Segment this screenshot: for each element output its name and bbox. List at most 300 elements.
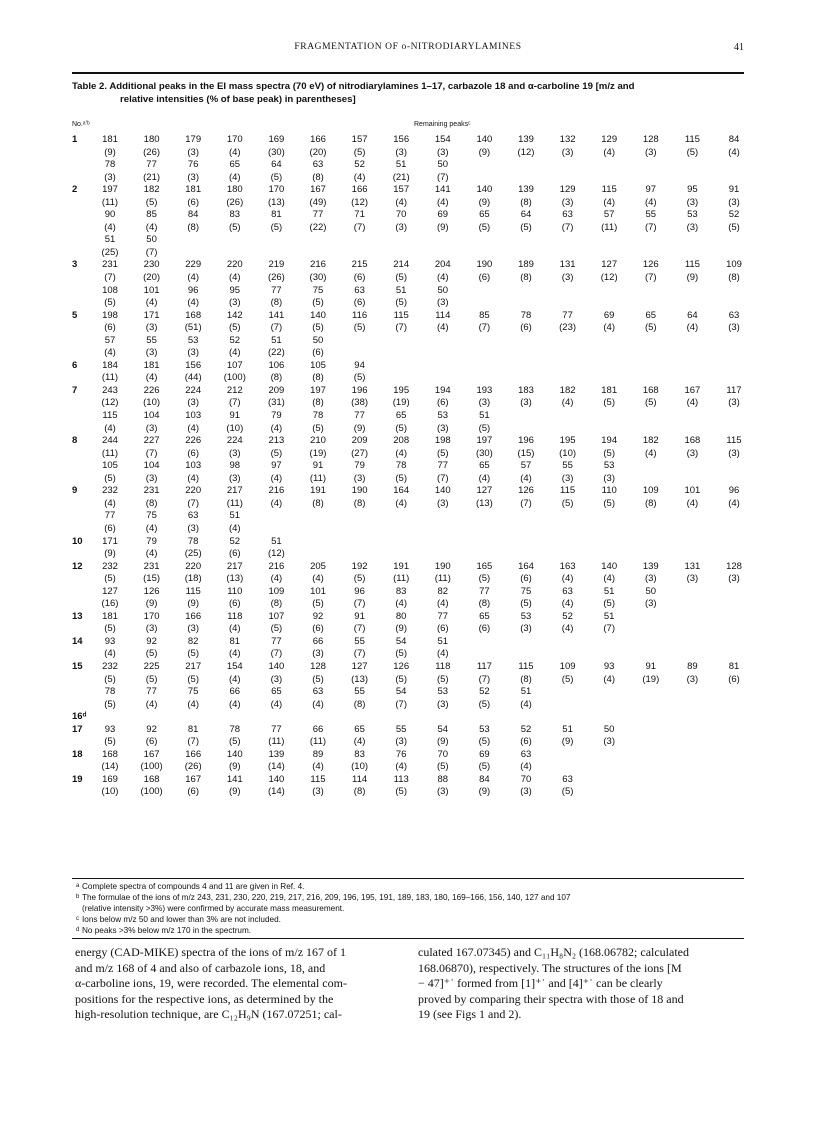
mz-value: 191 (393, 560, 410, 572)
mz-value: 65 (645, 309, 657, 321)
relative-intensity: (3) (644, 146, 657, 158)
mz-value: 166 (185, 748, 202, 760)
compound-number: 16ᵈ (72, 711, 87, 723)
relative-intensity: (3) (644, 598, 657, 610)
mz-value: 57 (603, 209, 615, 221)
relative-intensity: (16) (101, 598, 119, 610)
relative-intensity: (38) (351, 397, 369, 409)
mz-value: 69 (479, 748, 490, 760)
mz-values-line (72, 184, 752, 197)
body-text-right-column (418, 945, 740, 1023)
mz-value: 110 (227, 585, 243, 597)
relative-intensity: (5) (104, 698, 116, 710)
mz-value: 110 (601, 485, 617, 497)
mz-value: 182 (642, 435, 659, 447)
relative-intensity: (3) (395, 221, 407, 233)
relative-intensity: (15) (517, 447, 535, 459)
mz-value: 52 (520, 723, 532, 735)
intensity-values-line (72, 736, 752, 749)
mz-value: 104 (143, 410, 160, 422)
relative-intensity: (7) (436, 472, 449, 484)
mz-value: 50 (437, 284, 449, 296)
mz-value: 92 (312, 610, 324, 622)
mz-value: 91 (229, 410, 241, 422)
relative-intensity: (11) (101, 447, 119, 459)
mz-value: 53 (687, 209, 698, 221)
mz-value: 139 (268, 748, 285, 760)
relative-intensity: (5) (478, 573, 491, 585)
footnote-a (76, 881, 736, 892)
mz-value: 128 (642, 134, 659, 145)
mz-values-line (72, 259, 752, 272)
relative-intensity: (3) (728, 196, 740, 208)
mz-value: 232 (102, 660, 118, 672)
mz-value: 141 (226, 773, 243, 785)
relative-intensity: (3) (561, 146, 574, 158)
table-row (72, 636, 752, 661)
body-line: − 47]⁺˙ formed from [1]⁺˙ and [4]⁺˙ can be clearly (418, 976, 663, 991)
relative-intensity: (5) (312, 598, 324, 610)
mz-value: 93 (104, 723, 116, 735)
relative-intensity: (6) (353, 272, 366, 284)
mz-value: 85 (479, 309, 490, 321)
mz-value: 220 (226, 259, 243, 271)
mz-value: 126 (642, 259, 659, 271)
relative-intensity: (5) (353, 146, 366, 158)
mz-value: 166 (310, 134, 326, 145)
relative-intensity: (13) (351, 673, 369, 685)
relative-intensity: (11) (434, 573, 451, 585)
footnote-b-text-1: The formulae of the ions of m/z 243, 231, 230, 220, 219, 217, 216, 209, 196, 195, 191, 189, 183, 180, 169–166, 156, 140, 127 and 107 (82, 893, 571, 902)
relative-intensity: (11) (393, 573, 410, 585)
mz-value: 78 (104, 159, 116, 171)
mz-value: 212 (226, 384, 243, 396)
relative-intensity: (5) (353, 322, 366, 334)
table-row (72, 259, 752, 309)
mz-value: 190 (434, 560, 451, 572)
relative-intensity: (4) (104, 422, 116, 434)
mz-value: 168 (185, 309, 202, 321)
mz-value: 195 (393, 384, 410, 396)
mz-value: 117 (726, 384, 742, 396)
relative-intensity: (14) (101, 761, 119, 773)
relative-intensity: (7) (145, 246, 158, 258)
relative-intensity: (6) (728, 673, 740, 685)
mz-values-line (72, 611, 752, 624)
relative-intensity: (49) (309, 196, 327, 208)
compound-number: 19 (72, 773, 83, 785)
relative-intensity: (4) (270, 422, 283, 434)
relative-intensity: (4) (312, 573, 324, 585)
relative-intensity: (8) (312, 497, 324, 509)
relative-intensity: (8) (520, 272, 532, 284)
mz-value: 216 (268, 485, 285, 497)
mz-value: 54 (395, 635, 407, 647)
relative-intensity: (6) (187, 196, 199, 208)
relative-intensity: (4) (395, 598, 407, 610)
relative-intensity: (3) (395, 146, 407, 158)
relative-intensity: (5) (478, 698, 491, 710)
compound-number: 8 (72, 435, 78, 447)
relative-intensity: (5) (228, 322, 241, 334)
mz-value: 194 (601, 435, 618, 447)
relative-intensity: (51) (184, 322, 202, 334)
intensity-values-line (72, 548, 752, 561)
mz-value: 193 (476, 384, 493, 396)
relative-intensity: (4) (228, 698, 241, 710)
relative-intensity: (4) (728, 146, 740, 158)
relative-intensity: (5) (478, 736, 491, 748)
mz-value: 182 (143, 184, 160, 196)
relative-intensity: (5) (353, 573, 366, 585)
mz-value: 140 (226, 748, 243, 760)
mz-values-line (72, 385, 752, 398)
mz-values-line (72, 636, 752, 649)
mz-value: 180 (143, 134, 160, 145)
mz-value: 55 (146, 334, 157, 346)
mz-value: 208 (393, 435, 410, 447)
relative-intensity: (5) (104, 472, 116, 484)
mz-value: 76 (395, 748, 407, 760)
mz-values-line (72, 209, 752, 222)
relative-intensity: (4) (187, 472, 199, 484)
mz-value: 140 (434, 485, 451, 497)
mz-values-line (72, 435, 752, 448)
relative-intensity: (9) (561, 736, 574, 748)
mz-value: 77 (437, 460, 449, 472)
mz-value: 166 (185, 610, 202, 622)
mz-value: 63 (312, 159, 324, 171)
mz-values-line (72, 310, 752, 323)
mz-value: 156 (393, 134, 410, 145)
mz-values-line (72, 234, 752, 247)
relative-intensity: (21) (392, 171, 410, 183)
mz-value: 57 (104, 334, 116, 346)
relative-intensity: (7) (395, 698, 407, 710)
mz-value: 217 (226, 560, 243, 572)
relative-intensity: (4) (353, 736, 366, 748)
relative-intensity: (5) (436, 673, 449, 685)
mz-value: 141 (434, 184, 451, 196)
mz-values-line (72, 711, 752, 724)
relative-intensity: (5) (270, 171, 283, 183)
intensity-values-line (72, 786, 752, 799)
relative-intensity: (12) (517, 146, 535, 158)
mz-value: 192 (351, 560, 368, 572)
relative-intensity: (19) (642, 673, 660, 685)
relative-intensity: (4) (228, 347, 241, 359)
body-line: proved by comparing their spectra with those of 18 and (418, 991, 684, 1006)
mz-value: 92 (146, 635, 157, 647)
relative-intensity: (5) (603, 497, 615, 509)
relative-intensity: (3) (395, 736, 407, 748)
relative-intensity: (30) (309, 272, 327, 284)
mz-value: 181 (102, 134, 118, 145)
relative-intensity: (8) (520, 196, 532, 208)
relative-intensity: (10) (351, 761, 369, 773)
relative-intensity: (5) (187, 648, 199, 660)
mz-value: 164 (518, 560, 534, 572)
mz-values-line (72, 410, 752, 423)
mz-value: 198 (102, 309, 118, 321)
footnote-c (76, 914, 736, 925)
mz-value: 53 (187, 334, 199, 346)
mz-value: 219 (268, 259, 285, 271)
relative-intensity: (8) (270, 297, 283, 309)
relative-intensity: (19) (309, 447, 327, 459)
relative-intensity: (10) (101, 786, 119, 798)
relative-intensity: (4) (312, 698, 324, 710)
relative-intensity: (44) (184, 372, 202, 384)
mz-value: 167 (684, 384, 701, 396)
footnote-rule (72, 878, 744, 879)
mz-value: 101 (684, 485, 701, 497)
mz-value: 225 (143, 660, 160, 672)
mz-value: 51 (437, 635, 449, 647)
relative-intensity: (7) (395, 322, 407, 334)
mz-value: 157 (393, 184, 410, 196)
relative-intensity: (3) (187, 171, 199, 183)
mz-value: 96 (728, 485, 740, 497)
mz-value: 65 (229, 159, 241, 171)
relative-intensity: (5) (603, 397, 615, 409)
mz-value: 216 (310, 259, 326, 271)
relative-intensity: (4) (561, 397, 574, 409)
relative-intensity: (11) (309, 472, 327, 484)
mz-value: 115 (684, 259, 700, 271)
mz-value: 78 (104, 686, 116, 698)
relative-intensity: (5) (478, 422, 491, 434)
mz-value: 167 (185, 773, 202, 785)
relative-intensity: (12) (600, 272, 618, 284)
mz-value: 82 (437, 585, 449, 597)
relative-intensity: (5) (520, 221, 532, 233)
mz-value: 139 (518, 134, 534, 145)
relative-intensity: (4) (395, 761, 407, 773)
mz-value: 140 (310, 309, 326, 321)
relative-intensity: (11) (601, 221, 618, 233)
mz-value: 66 (312, 723, 324, 735)
mz-value: 80 (395, 610, 407, 622)
body-line: high-resolution technique, are C₁₂H₉N (167.07251; cal- (75, 1007, 342, 1022)
caption-line-1: Table 2. Additional peaks in the EI mass spectra (70 eV) of nitrodiarylamines 1–17, carbazole 18 and α-carboline 19 [m/z and (72, 81, 635, 92)
relative-intensity: (13) (267, 196, 285, 208)
mz-value: 189 (518, 259, 534, 271)
relative-intensity: (26) (267, 272, 285, 284)
relative-intensity: (9) (478, 786, 491, 798)
relative-intensity: (30) (475, 447, 493, 459)
relative-intensity: (4) (603, 673, 615, 685)
mz-value: 209 (268, 384, 285, 396)
footnote-d-text: No peaks >3% below m/z 170 in the spectrum. (82, 926, 252, 935)
mz-value: 232 (102, 560, 118, 572)
relative-intensity: (4) (436, 196, 449, 208)
relative-intensity: (31) (267, 397, 285, 409)
mz-values-line (72, 536, 752, 549)
mz-value: 52 (229, 535, 241, 547)
relative-intensity: (8) (520, 673, 532, 685)
relative-intensity: (5) (436, 761, 449, 773)
mz-value: 115 (560, 485, 576, 497)
mz-value: 142 (226, 309, 243, 321)
relative-intensity: (20) (143, 272, 161, 284)
relative-intensity: (7) (145, 447, 158, 459)
relative-intensity: (7) (270, 322, 283, 334)
mz-value: 91 (312, 460, 324, 472)
mz-value: 51 (271, 334, 282, 346)
page-number: 41 (734, 42, 744, 53)
caption-line-2: relative intensities (% of base peak) in parentheses] (120, 94, 356, 105)
mz-value: 103 (185, 460, 202, 472)
relative-intensity: (7) (353, 598, 366, 610)
relative-intensity: (4) (145, 221, 158, 233)
mz-value: 220 (185, 485, 202, 497)
mz-value: 77 (312, 209, 324, 221)
mz-value: 163 (559, 560, 576, 572)
mz-value: 91 (728, 184, 740, 196)
mz-value: 85 (146, 209, 157, 221)
mz-value: 181 (143, 359, 160, 371)
relative-intensity: (5) (228, 736, 241, 748)
mz-values-line (72, 774, 752, 787)
relative-intensity: (7) (478, 673, 491, 685)
body-line: and m/z 168 of 4 and also of carbazole ions, 18, and (75, 960, 326, 975)
relative-intensity: (7) (520, 497, 532, 509)
relative-intensity: (25) (101, 246, 119, 258)
relative-intensity: (4) (187, 297, 199, 309)
relative-intensity: (3) (187, 397, 199, 409)
relative-intensity: (3) (561, 472, 574, 484)
relative-intensity: (5) (561, 786, 574, 798)
body-line: 168.06870), respectively. The structures of the ions [M (418, 960, 682, 975)
mz-value: 184 (102, 359, 118, 371)
relative-intensity: (6) (228, 548, 241, 560)
mz-value: 230 (143, 259, 160, 271)
table-row (72, 485, 752, 535)
mz-value: 51 (395, 159, 407, 171)
relative-intensity: (8) (270, 598, 283, 610)
mz-value: 70 (395, 209, 407, 221)
relative-intensity: (26) (143, 146, 161, 158)
mz-value: 157 (351, 134, 368, 145)
relative-intensity: (3) (436, 786, 449, 798)
intensity-values-line (72, 197, 752, 210)
relative-intensity: (4) (478, 472, 491, 484)
running-header (72, 42, 744, 56)
mz-value: 78 (229, 723, 241, 735)
mz-value: 118 (227, 610, 243, 622)
relative-intensity: (5) (104, 573, 116, 585)
mz-value: 55 (562, 460, 573, 472)
intensity-values-line (72, 573, 752, 586)
relative-intensity: (5) (104, 297, 116, 309)
mz-value: 91 (645, 660, 657, 672)
mz-value: 154 (226, 660, 243, 672)
running-title: FRAGMENTATION OF o-NITRODIARYLAMINES (294, 42, 522, 52)
relative-intensity: (26) (226, 196, 244, 208)
mz-value: 78 (187, 535, 199, 547)
mz-value: 106 (268, 359, 285, 371)
intensity-values-line (72, 448, 752, 461)
mz-value: 217 (226, 485, 243, 497)
relative-intensity: (5) (270, 221, 283, 233)
footnote-a-mark: a (76, 883, 80, 889)
mz-value: 115 (393, 309, 409, 321)
relative-intensity: (5) (728, 221, 740, 233)
mz-value: 191 (310, 485, 326, 497)
intensity-values-line (72, 172, 752, 185)
relative-intensity: (21) (143, 171, 161, 183)
compound-number: 15 (72, 660, 83, 672)
relative-intensity: (4) (145, 548, 158, 560)
relative-intensity: (13) (226, 573, 244, 585)
footnote-b-continued (82, 903, 742, 914)
mz-value: 198 (434, 435, 451, 447)
relative-intensity: (9) (478, 196, 491, 208)
mz-value: 197 (102, 184, 118, 196)
mz-value: 50 (146, 234, 157, 246)
mz-value: 244 (102, 435, 118, 447)
mz-value: 55 (645, 209, 657, 221)
intensity-values-line (72, 423, 752, 436)
relative-intensity: (5) (104, 623, 116, 635)
mz-value: 97 (271, 460, 282, 472)
relative-intensity: (9) (187, 598, 199, 610)
mz-value: 139 (518, 184, 534, 196)
mz-values-line (72, 561, 752, 574)
relative-intensity: (3) (520, 786, 532, 798)
mz-value: 101 (310, 585, 326, 597)
compound-number: 5 (72, 309, 78, 321)
mz-value: 105 (310, 359, 326, 371)
intensity-values-line (72, 222, 752, 235)
relative-intensity: (5) (395, 472, 407, 484)
relative-intensity: (3) (561, 272, 574, 284)
relative-intensity: (6) (520, 322, 532, 334)
relative-intensity: (11) (101, 196, 119, 208)
relative-intensity: (7) (478, 322, 491, 334)
relative-intensity: (4) (395, 497, 407, 509)
table-row (72, 711, 752, 724)
relative-intensity: (4) (686, 497, 699, 509)
mz-value: 117 (476, 660, 492, 672)
footnote-c-text: Ions below m/z 50 and lower than 3% are not included. (82, 915, 281, 924)
mz-value: 165 (476, 560, 493, 572)
relative-intensity: (5) (145, 648, 158, 660)
body-line: positions for the respective ions, as determined by the (75, 991, 334, 1006)
table-row (72, 360, 752, 385)
mz-value: 141 (268, 309, 285, 321)
relative-intensity: (4) (353, 171, 366, 183)
mz-value: 65 (271, 686, 282, 698)
mz-value: 54 (395, 686, 407, 698)
relative-intensity: (5) (561, 673, 574, 685)
relative-intensity: (6) (312, 623, 324, 635)
mz-value: 77 (104, 510, 116, 522)
mz-value: 226 (185, 435, 202, 447)
intensity-values-line (72, 397, 752, 410)
relative-intensity: (6) (187, 447, 199, 459)
relative-intensity: (6) (520, 736, 532, 748)
relative-intensity: (9) (228, 761, 241, 773)
relative-intensity: (3) (312, 786, 324, 798)
relative-intensity: (8) (728, 272, 740, 284)
mz-value: 78 (312, 410, 324, 422)
relative-intensity: (3) (228, 297, 241, 309)
mz-value: 126 (393, 660, 410, 672)
mz-value: 79 (146, 535, 157, 547)
relative-intensity: (5) (270, 447, 283, 459)
